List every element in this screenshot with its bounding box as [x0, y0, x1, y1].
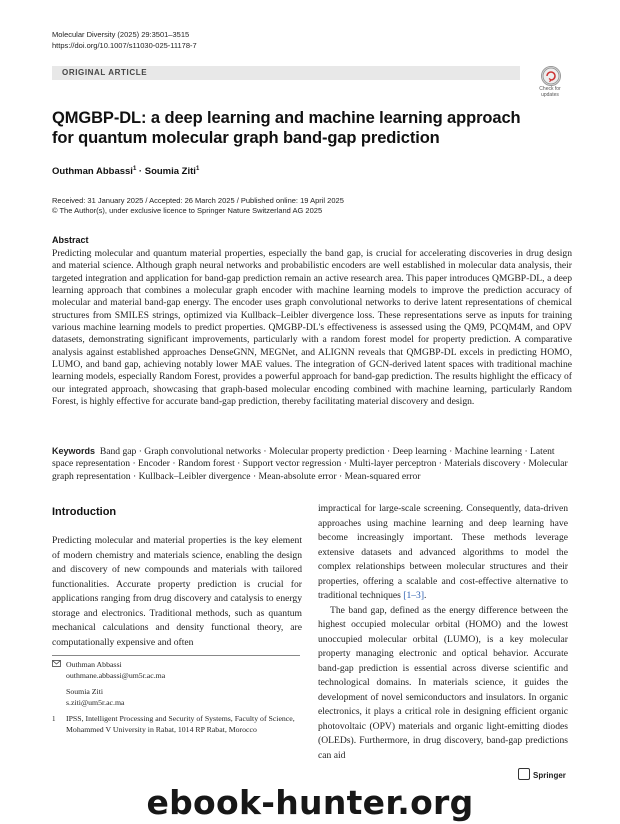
keywords-block — [52, 445, 572, 483]
envelope-icon — [52, 660, 61, 667]
coauthor-email[interactable]: s.ziti@um5r.ac.ma — [66, 697, 125, 707]
keywords-label: Keywords — [52, 446, 96, 456]
affiliation-number: 1 — [52, 715, 56, 723]
affiliation-text: IPSS, Intelligent Processing and Security of Systems, Faculty of Science, Mohammed V University in Rabat, 1014 RP Rabat, Morocco — [66, 714, 295, 734]
paragraph: The band gap, defined as the energy difference between the highest occupied molecular orbital (HOMO) and the lowest unoccupied molecular orbital (LUMO), is a key molecular property managing electronic and optical behavior. Accurate band-gap prediction is essential across diverse scientific and technological domains. In materials science, it guides the development of novel semiconductors and insulators. In organic electronics, it plays a critical role in designing efficient organic photovoltaic (OPV) materials and organic light-emitting diodes (OLEDs). Furthermore, in drug discovery, band-gap predictions can aid — [318, 604, 568, 761]
abstract-heading: Abstract — [52, 235, 89, 245]
publisher-logo — [518, 768, 566, 780]
check-updates-icon — [541, 66, 561, 86]
springer-horse-icon — [518, 768, 530, 780]
corresponding-author — [52, 660, 302, 681]
doi-link[interactable]: https://doi.org/10.1007/s11030-025-11178-7 — [52, 41, 197, 50]
corresponding-author-email[interactable]: outhmane.abbassi@um5r.ac.ma — [66, 670, 166, 680]
copyright-notice: © The Author(s), under exclusive licence to Springer Nature Switzerland AG 2025 — [52, 206, 323, 215]
section-heading-introduction: Introduction — [52, 506, 117, 518]
paragraph-text: impractical for large-scale screening. Consequently, data-driven approaches using machine learning and deep learning have become increasingly important. These methods leverage extensive datasets and advanced algorithms to model the complex relationships between molecular structures and their properties, offering a scalable and cost-effective alternative to traditional techniques — [318, 503, 568, 601]
right-column — [318, 502, 568, 763]
article-type-label: ORIGINAL ARTICLE — [62, 68, 148, 77]
coauthor-name: Soumia Ziti — [66, 687, 104, 696]
check-for-updates-badge[interactable] — [534, 66, 566, 100]
journal-reference: Molecular Diversity (2025) 29:3501–3515 — [52, 30, 190, 39]
author-line — [52, 163, 199, 178]
coauthor-contact — [52, 687, 302, 708]
paper-title: QMGBP-DL: a deep learning and machine learning approach for quantum molecular graph band-gap prediction — [52, 109, 521, 147]
author-name[interactable]: Soumia Ziti — [144, 166, 196, 178]
left-column — [52, 534, 302, 650]
affiliation-marker: 1 — [195, 166, 200, 172]
keywords-list: Band gap · Graph convolutional networks · Molecular property prediction · Deep learning · Machine learning · Latent space representation · Encoder · Random forest · Support vector regression · Multi-layer perceptron · Materials discovery · Molecular graph representation · Kullback–Leibler divergence · Mean-absolute error · Mean-squared error — [52, 446, 568, 482]
paragraph — [318, 502, 568, 604]
footnote-divider — [52, 655, 300, 656]
affiliation-marker: 1 — [132, 166, 137, 172]
footnotes — [52, 660, 302, 735]
check-updates-text: Check for updates — [539, 86, 561, 98]
paragraph-text: . — [424, 590, 427, 601]
watermark: ebook-hunter.org — [146, 783, 474, 822]
affiliation — [52, 714, 302, 735]
paragraph: Predicting molecular and material properties is the key element of modern chemistry and materials science, enabling the design and discovery of new compounds and materials with tailored functionalities. Accurate property prediction is crucial for applications ranging from drug discovery and catalysis to energy storage and electronics. Traditional methods, such as quantum mechanical calculations and density functional theory, are computationally expensive and often — [52, 535, 302, 648]
author-separator: · — [136, 166, 145, 178]
citation-link[interactable]: [1–3] — [403, 590, 425, 601]
publication-dates: Received: 31 January 2025 / Accepted: 26 March 2025 / Published online: 19 April 2025 — [52, 196, 344, 205]
author-name[interactable]: Outhman Abbassi — [52, 166, 133, 178]
publisher-name: Springer — [533, 771, 566, 780]
corresponding-author-name: Outhman Abbassi — [66, 660, 122, 669]
abstract-body: Predicting molecular and quantum material properties, especially the band gap, is crucial for accelerating discoveries in drug design and material science. Although graph neural networks and probabilistic encoders are well established in molecular data analysis, their targeted integration and application for band-gap prediction remain an active research area. This paper introduces QMGBP-DL, a deep learning approach that combines a molecular graph encoder with machine learning models to improve the prediction accuracy of molecular and material band-gap energy. The encoder uses graph convolutional networks to derive latent representations of chemical structures from SMILES strings, optimized via Kullback–Leibler divergence loss. These representations serve as inputs for training various machine learning models to predict properties. QMGBP-DL's effectiveness is assessed using the QM9, PCQM4M, and OPV datasets, demonstrating significant improvements, particularly with a random forest model for property prediction. A comparative analysis against established approaches DenseGNN, MEGNet, and ALIGNN reveals that QMGBP-DL excels in predicting HOMO, LUMO, and band gap, achieving notably lower MAE values. The integration of GCN-derived latent spaces with traditional machine learning models, especially Random Forest, provides a powerful approach for band-gap prediction. The results highlight the efficacy of our integrated approach, showcasing that graph-based molecular encoding combined with machine learning, particularly Random Forest, is highly effective for accurate band-gap prediction, thereby facilitating material discovery and design. — [52, 248, 572, 408]
